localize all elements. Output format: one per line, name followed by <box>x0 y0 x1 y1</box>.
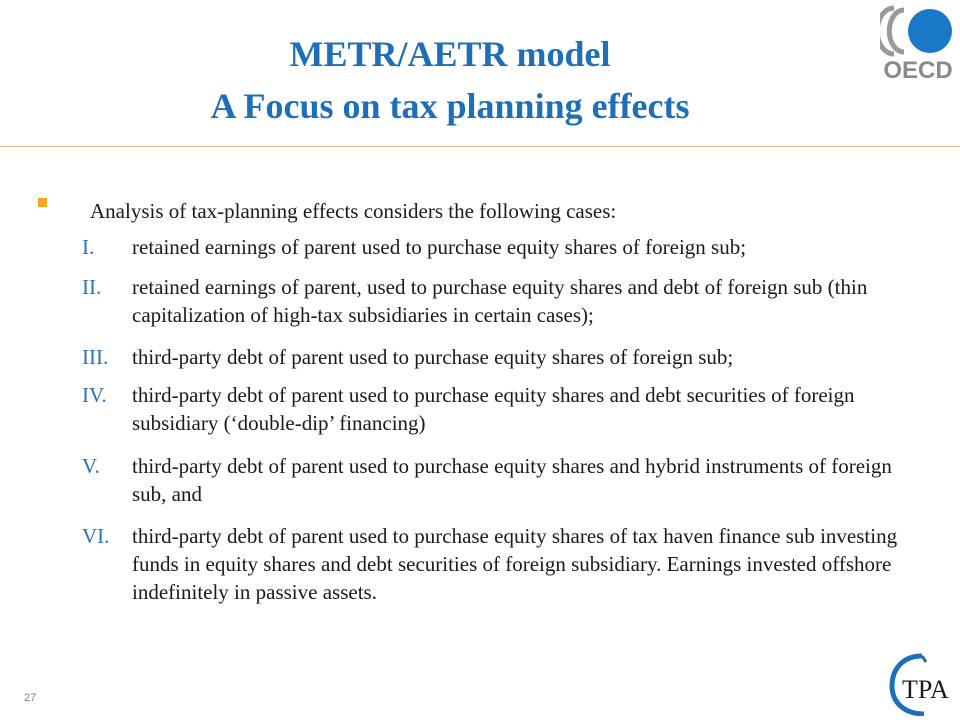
list-item-text: third-party debt of parent used to purchase equity shares and hybrid instruments of foreign sub, and <box>132 454 892 506</box>
list-item-number: VI. <box>82 524 110 548</box>
list-item-text: third-party debt of parent used to purchase equity shares and debt securities of foreign subsidiary (‘double-dip’ financing) <box>132 383 855 435</box>
list-item-text: retained earnings of parent used to purchase equity shares of foreign sub; <box>132 235 747 259</box>
intro-text: Analysis of tax-planning effects considers the following cases: <box>90 199 617 223</box>
list-item-number: IV. <box>82 383 107 407</box>
list-item-number: V. <box>82 454 100 478</box>
header-divider <box>0 146 960 147</box>
page-title-line-1: METR/AETR model <box>289 34 611 74</box>
oecd-logo <box>880 4 956 82</box>
list-item-text: third-party debt of parent used to purchase equity shares of foreign sub; <box>132 345 734 369</box>
svg-text:TPA: TPA <box>902 675 949 704</box>
page-number: 27 <box>24 692 37 704</box>
square-bullet-icon <box>38 198 47 207</box>
ctpa-logo <box>888 652 958 716</box>
list-item-text: third-party debt of parent used to purchase equity shares of tax haven finance sub investing funds in equity shares and debt securities of foreign subsidiary. Earnings invested offshore indefinitely in passive assets. <box>132 524 898 604</box>
page-title-line-2: A Focus on tax planning effects <box>210 86 690 126</box>
list-item-number: II. <box>82 275 102 299</box>
list-item-text: retained earnings of parent, used to purchase equity shares and debt of foreign sub (thin capitalization of high-tax subsidiaries in certain cases); <box>132 275 868 327</box>
list-item-number: I. <box>82 235 95 259</box>
list-item-number: III. <box>82 345 109 369</box>
svg-text:OECD: OECD <box>883 57 953 82</box>
